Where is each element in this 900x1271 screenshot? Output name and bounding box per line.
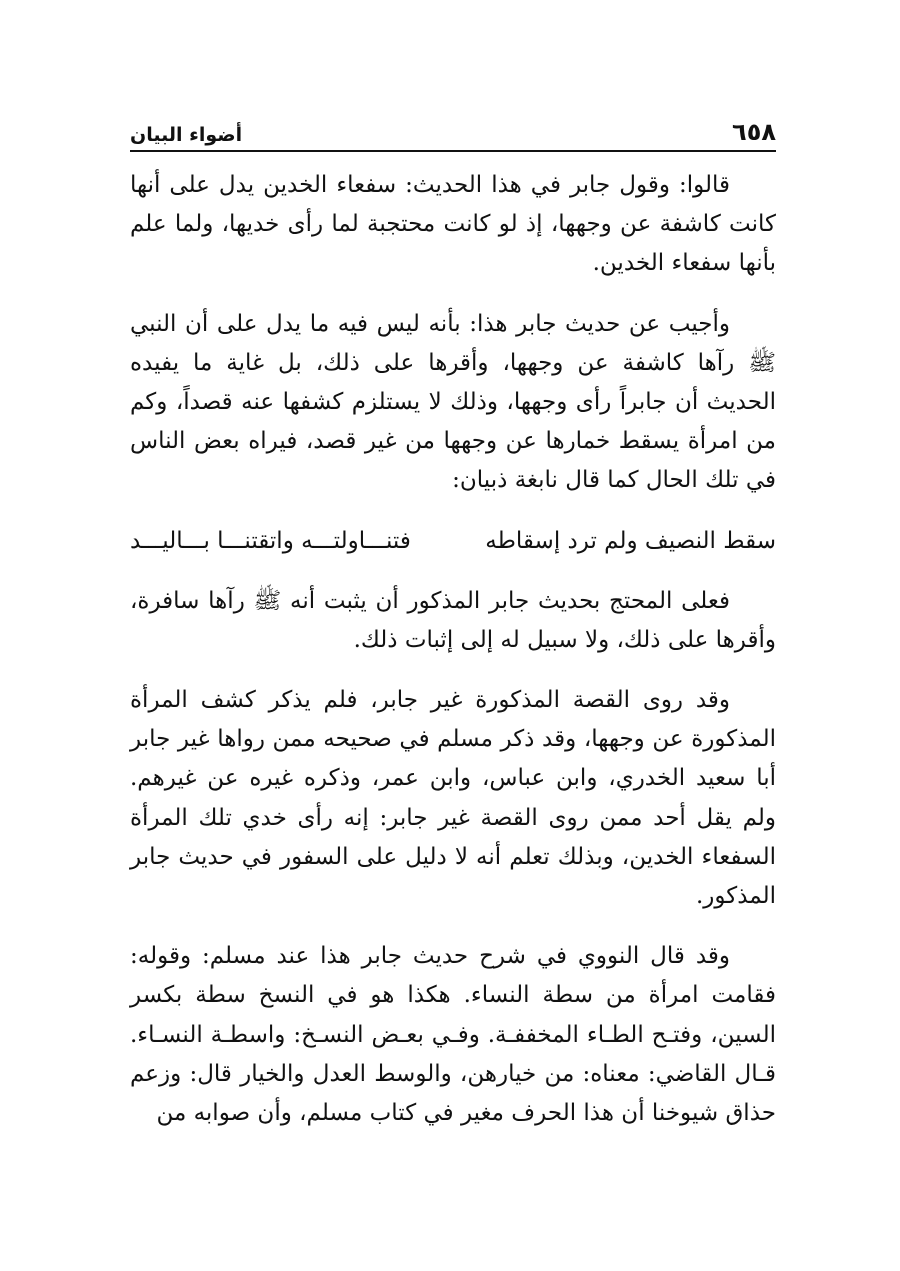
paragraph: وأجيب عن حديث جابر هذا: بأنه ليس فيه ما يدل على أن النبي ﷺ رآها كاشفة عن وجهها، وأقرها على ذلك، بل غاية ما يفيده الحديث أن جابراً رأى وجهها، وذلك لا يستلزم كشفها عنه قصداً، وكم من امرأة يسقط خمارها عن وجهها من غير قصد، فيراه بعض الناس في تلك الحال كما قال نابغة ذبيان: xyxy=(130,310,776,494)
verse-first-hemistich: سقط النصيف ولم ترد إسقاطه xyxy=(485,527,776,554)
paragraph: قالوا: وقول جابر في هذا الحديث: سفعاء الخدين يدل على أنها كانت كاشفة عن وجهها، إذ لو كانت محتجبة لما رأى خديها، ولما علم بأنها سفعاء الخدين. xyxy=(130,172,776,277)
paragraph: وقد روى القصة المذكورة غير جابر، فلم يذكر كشف المرأة المذكورة عن وجهها، وقد ذكر مسلم في صحيحه ممن رواها غير جابر أبا سعيد الخدري، وابن عباس، وابن عمر، وذكره غيره عن غيرهم. ولم يقل أحد ممن روى القصة غير جابر: إنه رأى خدي تلك المرأة السفعاء الخدين، وبذلك تعلم أنه لا دليل على السفور في حديث جابر المذكور. xyxy=(130,687,776,910)
book-page xyxy=(130,112,776,1154)
page-body xyxy=(130,166,776,1133)
verse-second-hemistich: فتنـــاولتـــه واتقتنـــا بـــاليـــد xyxy=(130,527,411,554)
page-number: ٦٥٨ xyxy=(732,118,776,146)
poetry-verse xyxy=(130,522,776,561)
paragraph: وقد قال النووي في شرح حديث جابر هذا عند مسلم: وقوله: فقامت امرأة من سطة النساء. هكذا هو في النسخ سطة بكسر السين، وفتـح الطـاء المخففـة. وفـي بعـض النسـخ: واسطـة النسـاء. قـال القاضي: معناه: من خيارهن، والوسط العدل والخيار قال: وزعم حذاق شيوخنا أن هذا الحرف مغير في كتاب مسلم، وأن صوابه من xyxy=(130,943,776,1127)
book-title: أضواء البيان xyxy=(130,124,243,146)
running-header xyxy=(130,112,776,152)
paragraph: فعلى المحتج بحديث جابر المذكور أن يثبت أنه ﷺ رآها سافرة، وأقرها على ذلك، ولا سبيل له إلى إثبات ذلك. xyxy=(130,587,776,653)
